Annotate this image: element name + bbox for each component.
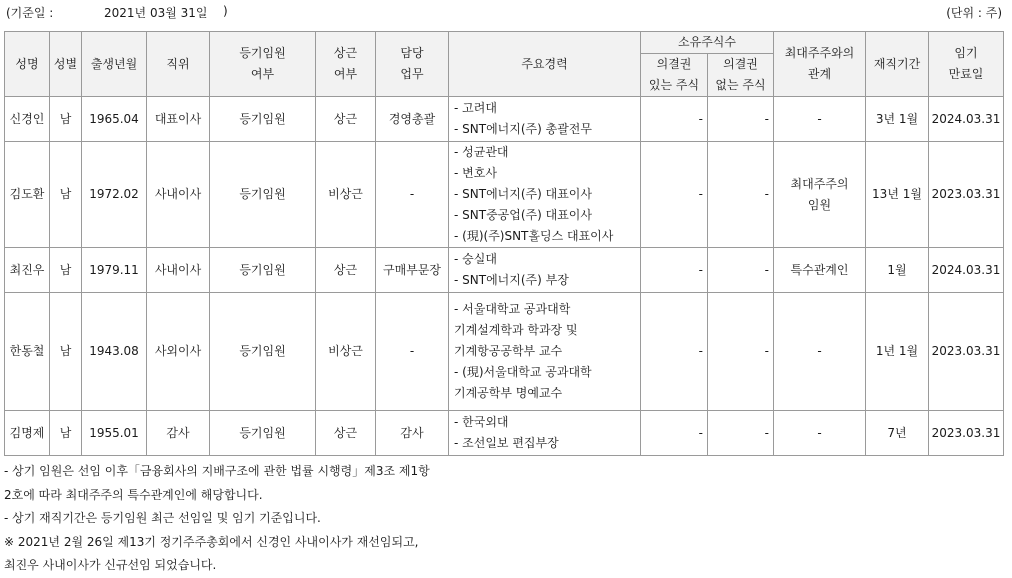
cell-registered: 등기임원 <box>210 248 316 293</box>
basis-date-value: 2021년 03월 31일 <box>104 6 208 20</box>
cell-career: - 한국외대 - 조선일보 편집부장 <box>449 411 641 456</box>
cell-term-end: 2024.03.31 <box>929 97 1004 142</box>
footnotes <box>4 460 430 578</box>
cell-registered: 등기임원 <box>210 97 316 142</box>
cell-position: 사내이사 <box>147 248 210 293</box>
col-header-name: 성명 <box>5 32 50 97</box>
col-header-term-end: 임기 만료일 <box>929 32 1004 97</box>
col-header-position: 직위 <box>147 32 210 97</box>
cell-career: - 서울대학교 공과대학 기계설계학과 학과장 및 기계항공공학부 교수 - (現)서울대학교 공과대학 기계공학부 명예교수 <box>449 293 641 411</box>
executives-table <box>4 31 1004 456</box>
cell-term-end: 2023.03.31 <box>929 142 1004 248</box>
footnote-line: 2호에 따라 최대주주의 특수관계인에 해당합니다. <box>4 487 263 502</box>
col-header-duty: 담당 업무 <box>376 32 449 97</box>
col-header-gender: 성별 <box>50 32 82 97</box>
basis-date-close: ) <box>223 4 228 18</box>
cell-birth: 1965.04 <box>82 97 147 142</box>
cell-birth: 1943.08 <box>82 293 147 411</box>
table-row <box>5 411 1004 456</box>
col-header-shares-voting: 의결권 있는 주식 <box>641 54 708 97</box>
cell-career: - 고려대 - SNT에너지(주) 총괄전무 <box>449 97 641 142</box>
table-caption-bar <box>6 4 1002 24</box>
cell-relation: - <box>774 411 866 456</box>
cell-name: 최진우 <box>5 248 50 293</box>
cell-nonvoting-shares: - <box>708 248 774 293</box>
cell-relation: 최대주주의 임원 <box>774 142 866 248</box>
cell-tenure: 13년 1월 <box>866 142 929 248</box>
cell-gender: 남 <box>50 411 82 456</box>
cell-fulltime: 상근 <box>316 248 376 293</box>
cell-nonvoting-shares: - <box>708 142 774 248</box>
table-row <box>5 97 1004 142</box>
cell-term-end: 2023.03.31 <box>929 293 1004 411</box>
col-header-fulltime: 상근 여부 <box>316 32 376 97</box>
cell-voting-shares: - <box>641 142 708 248</box>
cell-gender: 남 <box>50 248 82 293</box>
cell-birth: 1972.02 <box>82 142 147 248</box>
cell-position: 사내이사 <box>147 142 210 248</box>
footnote-line: - 상기 재직기간은 등기임원 최근 선임일 및 임기 기준입니다. <box>4 511 321 526</box>
col-header-birth: 출생년월 <box>82 32 147 97</box>
cell-tenure: 3년 1월 <box>866 97 929 142</box>
unit-label: (단위 : 주) <box>946 6 1002 20</box>
cell-birth: 1955.01 <box>82 411 147 456</box>
cell-duty: 구매부문장 <box>376 248 449 293</box>
col-header-relation: 최대주주와의 관계 <box>774 32 866 97</box>
col-header-shares-nonvoting: 의결권 없는 주식 <box>708 54 774 97</box>
cell-tenure: 7년 <box>866 411 929 456</box>
table-row <box>5 248 1004 293</box>
col-header-registered: 등기임원 여부 <box>210 32 316 97</box>
cell-tenure: 1년 1월 <box>866 293 929 411</box>
cell-registered: 등기임원 <box>210 411 316 456</box>
cell-duty: 감사 <box>376 411 449 456</box>
cell-fulltime: 비상근 <box>316 293 376 411</box>
cell-nonvoting-shares: - <box>708 411 774 456</box>
cell-gender: 남 <box>50 142 82 248</box>
cell-tenure: 1월 <box>866 248 929 293</box>
cell-name: 김명제 <box>5 411 50 456</box>
cell-voting-shares: - <box>641 97 708 142</box>
cell-registered: 등기임원 <box>210 142 316 248</box>
cell-term-end: 2024.03.31 <box>929 248 1004 293</box>
cell-relation: - <box>774 97 866 142</box>
cell-voting-shares: - <box>641 248 708 293</box>
col-header-shares: 소유주식수 <box>641 32 774 54</box>
cell-gender: 남 <box>50 97 82 142</box>
col-header-tenure: 재직기간 <box>866 32 929 97</box>
footnote-line: 최진우 사내이사가 신규선임 되었습니다. <box>4 558 217 573</box>
cell-voting-shares: - <box>641 411 708 456</box>
cell-term-end: 2023.03.31 <box>929 411 1004 456</box>
cell-fulltime: 상근 <box>316 411 376 456</box>
cell-name: 김도환 <box>5 142 50 248</box>
table-row <box>5 142 1004 248</box>
cell-nonvoting-shares: - <box>708 97 774 142</box>
cell-relation: - <box>774 293 866 411</box>
cell-relation: 특수관계인 <box>774 248 866 293</box>
cell-position: 대표이사 <box>147 97 210 142</box>
cell-nonvoting-shares: - <box>708 293 774 411</box>
cell-voting-shares: - <box>641 293 708 411</box>
cell-name: 신경인 <box>5 97 50 142</box>
col-header-career: 주요경력 <box>449 32 641 97</box>
cell-career: - 성균관대 - 변호사 - SNT에너지(주) 대표이사 - SNT중공업(주) 대표이사 - (現)(주)SNT홀딩스 대표이사 <box>449 142 641 248</box>
cell-position: 사외이사 <box>147 293 210 411</box>
cell-career: - 숭실대 - SNT에너지(주) 부장 <box>449 248 641 293</box>
cell-birth: 1979.11 <box>82 248 147 293</box>
footnote-line: ※ 2021년 2월 26일 제13기 정기주주총회에서 신경인 사내이사가 재선임되고, <box>4 534 419 549</box>
cell-fulltime: 비상근 <box>316 142 376 248</box>
cell-name: 한동철 <box>5 293 50 411</box>
cell-duty: - <box>376 293 449 411</box>
footnote-line: - 상기 임원은 선임 이후「금융회사의 지배구조에 관한 법률 시행령」제3조 제1항 <box>4 464 430 478</box>
cell-fulltime: 상근 <box>316 97 376 142</box>
cell-registered: 등기임원 <box>210 293 316 411</box>
cell-gender: 남 <box>50 293 82 411</box>
cell-position: 감사 <box>147 411 210 456</box>
basis-date-label: (기준일 : <box>6 6 54 20</box>
table-row <box>5 293 1004 411</box>
cell-duty: 경영총괄 <box>376 97 449 142</box>
cell-duty: - <box>376 142 449 248</box>
